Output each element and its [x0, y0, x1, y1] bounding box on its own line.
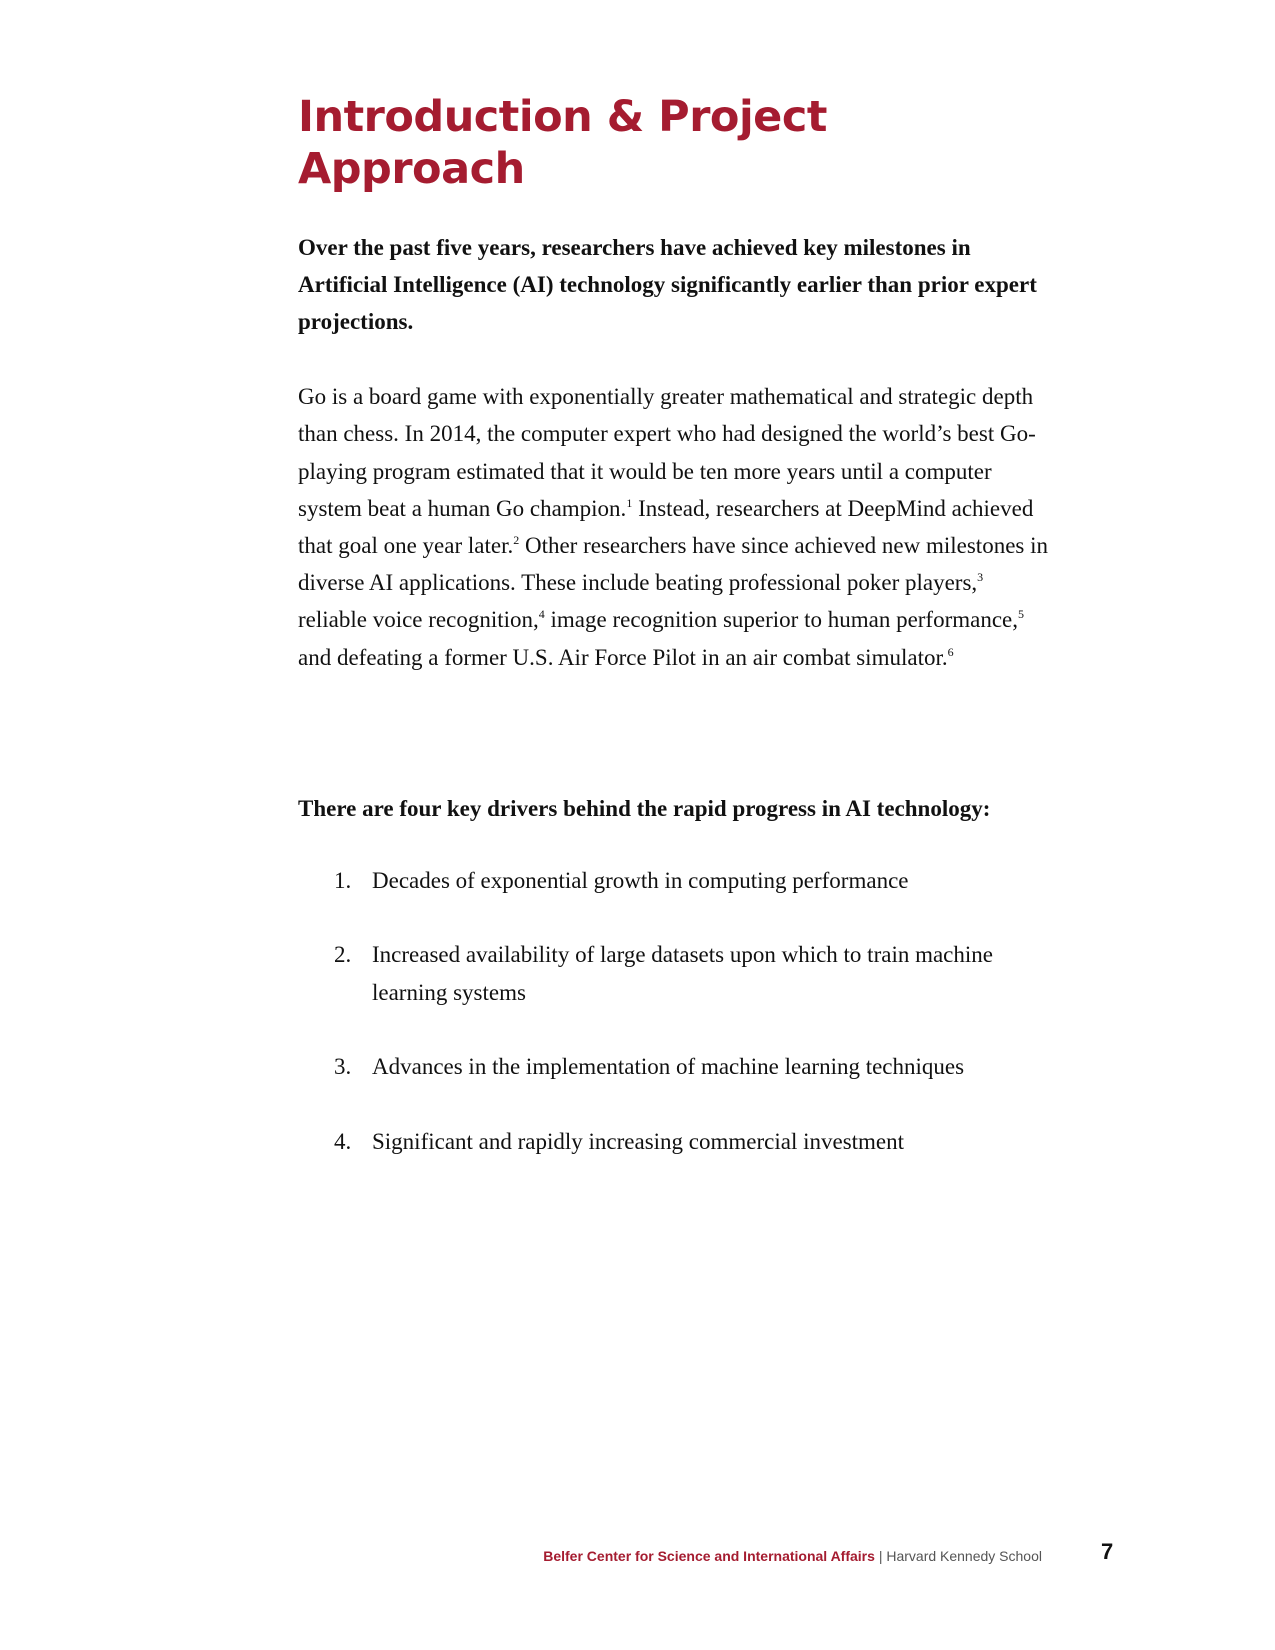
body-sentence: and defeating a former U.S. Air Force Pilot in an air combat simulator. — [298, 644, 948, 670]
footnote-ref: 4 — [538, 607, 545, 622]
page-title: Introduction & Project Approach — [298, 92, 827, 194]
footnote-ref: 1 — [626, 495, 633, 510]
footnote-ref: 3 — [977, 570, 984, 585]
footer-organization: Belfer Center for Science and International Affairs — [543, 1548, 875, 1564]
drivers-list — [298, 862, 1053, 1161]
page-number: 7 — [1101, 1539, 1114, 1564]
list-item — [298, 936, 1053, 1011]
list-item-number: 3. — [334, 1054, 352, 1080]
list-item — [298, 862, 1053, 900]
body-paragraph — [298, 378, 1053, 676]
footnote-ref: 6 — [947, 644, 954, 659]
drivers-heading: There are four key drivers behind the rapid progress in AI technology: — [298, 795, 991, 821]
list-item-text: Increased availability of large datasets upon which to train machine learning systems — [372, 942, 993, 1005]
body-sentence: Go is a board game with exponentially greater mathematical and strategic depth than chess. In 2014, the computer expert who had designed the world’s best Go-playing program estimated that it would be ten more years until a computer system beat a human Go champion. — [298, 384, 1036, 521]
lead-paragraph: Over the past five years, researchers have achieved key milestones in Artificial Intelligence (AI) technology significantly earlier than prior expert projections. — [298, 235, 1037, 335]
list-item — [298, 1123, 1053, 1161]
list-item-text: Significant and rapidly increasing commercial investment — [372, 1128, 905, 1154]
footer-school: Harvard Kennedy School — [886, 1548, 1042, 1564]
list-item — [298, 1048, 1053, 1086]
footnote-ref: 2 — [513, 533, 520, 547]
list-item-text: Decades of exponential growth in computing performance — [372, 867, 909, 893]
body-sentence: Instead, researchers at DeepMind achieved that goal one year later. — [298, 495, 1034, 558]
list-item-text: Advances in the implementation of machine learning techniques — [372, 1054, 965, 1080]
list-item-number: 1. — [334, 867, 352, 893]
footer-separator: | — [878, 1548, 883, 1564]
body-sentence: Other researchers have since achieved new milestones in diverse AI applications. These include beating professional poker players, — [298, 533, 1048, 596]
main-content — [298, 92, 1053, 1197]
list-item-number: 4. — [334, 1128, 352, 1154]
footnote-ref: 5 — [1018, 607, 1025, 622]
page-footer — [543, 1548, 1042, 1564]
list-item-number: 2. — [334, 942, 352, 968]
body-sentence: reliable voice recognition, — [298, 607, 539, 633]
body-sentence: image recognition superior to human performance, — [544, 607, 1019, 633]
